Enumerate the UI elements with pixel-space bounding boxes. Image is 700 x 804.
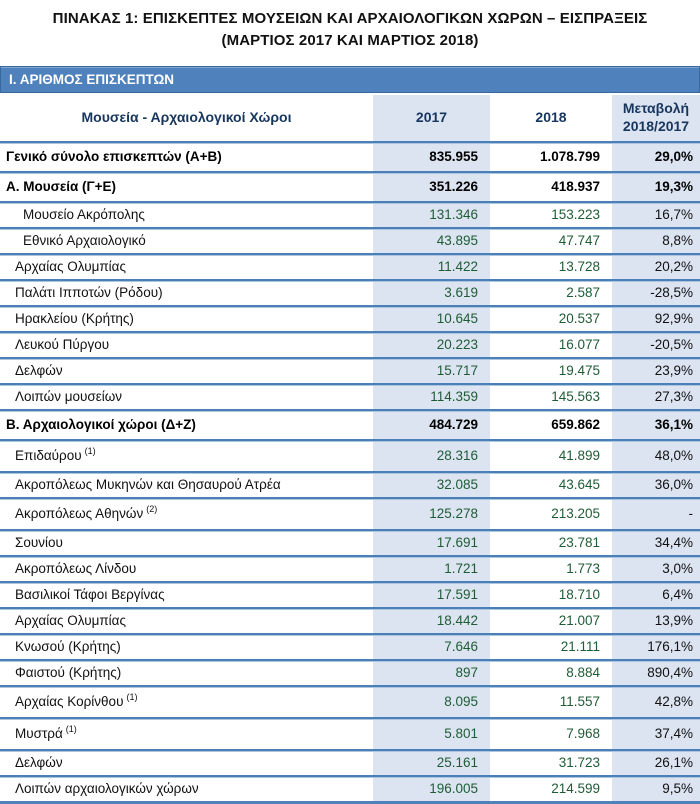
table-row <box>0 634 700 660</box>
row-label-cell <box>0 228 373 254</box>
row-value-2018: 13.728 <box>490 254 612 280</box>
row-value-2018: 8.884 <box>490 660 612 686</box>
table-row <box>0 472 700 498</box>
table-row <box>0 332 700 358</box>
row-change-percent: -20,5% <box>612 332 700 358</box>
table-header <box>0 95 700 142</box>
column-header-name: Μουσεία - Αρχαιολογικοί Χώροι <box>0 95 373 142</box>
row-value-2017: 28.316 <box>373 440 490 472</box>
row-change-percent: 9,5% <box>612 776 700 803</box>
row-label-cell <box>0 280 373 306</box>
row-label: Αρχαίας Ολυμπίας <box>15 612 126 628</box>
row-label: Μουσείο Ακρόπολης <box>23 206 145 222</box>
row-change-percent: 16,7% <box>612 202 700 228</box>
row-value-2018: 18.710 <box>490 582 612 608</box>
table-row <box>0 440 700 472</box>
visitors-table <box>0 95 700 804</box>
table-row <box>0 776 700 803</box>
row-value-2017: 7.646 <box>373 634 490 660</box>
row-value-2017: 11.422 <box>373 254 490 280</box>
row-label-cell <box>0 306 373 332</box>
row-change-percent: 34,4% <box>612 530 700 556</box>
row-label: Α. Μουσεία (Γ+Ε) <box>6 178 117 194</box>
row-change-percent: 42,8% <box>612 686 700 718</box>
column-header-change <box>612 95 700 142</box>
row-label: Ακροπόλεως Μυκηνών και Θησαυρού Ατρέα <box>15 476 281 492</box>
row-label: Δελφών <box>15 362 63 378</box>
row-label: Βασιλικοί Τάφοι Βεργίνας <box>15 586 165 602</box>
row-value-2017: 1.721 <box>373 556 490 582</box>
table-row <box>0 686 700 718</box>
row-change-percent: -28,5% <box>612 280 700 306</box>
row-value-2018: 47.747 <box>490 228 612 254</box>
table-row <box>0 410 700 440</box>
row-value-2018: 1.078.799 <box>490 142 612 172</box>
table-row <box>0 530 700 556</box>
row-label-cell <box>0 472 373 498</box>
row-value-2018: 153.223 <box>490 202 612 228</box>
row-label: Ηρακλείου (Κρήτης) <box>15 310 134 326</box>
row-label-cell <box>0 530 373 556</box>
row-label-cell <box>0 384 373 410</box>
column-header-change-line1: Μεταβολή <box>622 100 690 116</box>
row-value-2017: 131.346 <box>373 202 490 228</box>
table-row <box>0 142 700 172</box>
column-header-2018: 2018 <box>490 95 612 142</box>
row-change-percent: 6,4% <box>612 582 700 608</box>
table-row <box>0 660 700 686</box>
row-value-2017: 17.591 <box>373 582 490 608</box>
row-label: Γενικό σύνολο επισκεπτών (Α+Β) <box>6 148 222 164</box>
row-value-2018: 214.599 <box>490 776 612 803</box>
table-row <box>0 254 700 280</box>
row-label-cell <box>0 440 373 472</box>
row-value-2017: 484.729 <box>373 410 490 440</box>
row-value-2018: 16.077 <box>490 332 612 358</box>
row-label: Αρχαίας Ολυμπίας <box>15 258 126 274</box>
row-label-cell <box>0 332 373 358</box>
table-row <box>0 202 700 228</box>
row-value-2017: 10.645 <box>373 306 490 332</box>
row-label-cell <box>0 172 373 202</box>
row-value-2017: 25.161 <box>373 750 490 776</box>
row-value-2018: 23.781 <box>490 530 612 556</box>
row-label-cell <box>0 142 373 172</box>
section-header-label: Ι. ΑΡΙΘΜΟΣ ΕΠΙΣΚΕΠΤΩΝ <box>9 71 175 87</box>
page-title <box>0 0 700 52</box>
row-label-cell <box>0 582 373 608</box>
row-value-2017: 114.359 <box>373 384 490 410</box>
row-value-2017: 8.095 <box>373 686 490 718</box>
row-value-2018: 31.723 <box>490 750 612 776</box>
row-value-2017: 897 <box>373 660 490 686</box>
row-value-2018: 1.773 <box>490 556 612 582</box>
row-value-2017: 32.085 <box>373 472 490 498</box>
table-row <box>0 228 700 254</box>
table-header-row <box>0 95 700 142</box>
row-label-cell <box>0 776 373 803</box>
row-label-cell <box>0 634 373 660</box>
row-value-2017: 18.442 <box>373 608 490 634</box>
footnote-marker: (1) <box>84 446 96 456</box>
section-header-visitors <box>0 66 700 93</box>
row-change-percent: 29,0% <box>612 142 700 172</box>
row-label: Κνωσού (Κρήτης) <box>15 638 121 654</box>
row-value-2018: 43.645 <box>490 472 612 498</box>
row-value-2017: 3.619 <box>373 280 490 306</box>
row-change-percent: 23,9% <box>612 358 700 384</box>
row-value-2017: 125.278 <box>373 498 490 530</box>
row-label-cell <box>0 750 373 776</box>
row-value-2017: 196.005 <box>373 776 490 803</box>
row-change-percent: 26,1% <box>612 750 700 776</box>
row-value-2017: 20.223 <box>373 332 490 358</box>
row-value-2018: 418.937 <box>490 172 612 202</box>
row-label-cell <box>0 660 373 686</box>
row-change-percent: 890,4% <box>612 660 700 686</box>
row-change-percent: 13,9% <box>612 608 700 634</box>
column-header-change-line2: 2018/2017 <box>622 117 690 134</box>
table-row <box>0 556 700 582</box>
footnote-marker: (1) <box>65 724 77 734</box>
footnote-marker: (2) <box>146 504 158 514</box>
table-row <box>0 384 700 410</box>
row-value-2018: 20.537 <box>490 306 612 332</box>
row-value-2018: 7.968 <box>490 718 612 750</box>
row-label: Ακροπόλεως Αθηνών <box>15 505 144 521</box>
row-label-cell <box>0 358 373 384</box>
row-label: Λευκού Πύργου <box>15 336 110 352</box>
row-change-percent: 3,0% <box>612 556 700 582</box>
row-change-percent: 48,0% <box>612 440 700 472</box>
row-label-cell <box>0 556 373 582</box>
table-row <box>0 608 700 634</box>
row-label-cell <box>0 254 373 280</box>
row-label: Λοιπών αρχαιολογικών χώρων <box>15 780 199 796</box>
row-value-2018: 659.862 <box>490 410 612 440</box>
row-value-2018: 41.899 <box>490 440 612 472</box>
row-value-2017: 15.717 <box>373 358 490 384</box>
row-value-2018: 19.475 <box>490 358 612 384</box>
row-label-cell <box>0 498 373 530</box>
row-change-percent: 19,3% <box>612 172 700 202</box>
row-value-2017: 43.895 <box>373 228 490 254</box>
table-body <box>0 142 700 803</box>
page-title-line1: ΠΙΝΑΚΑΣ 1: ΕΠΙΣΚΕΠΤΕΣ ΜΟΥΣΕΙΩΝ ΚΑΙ ΑΡΧΑΙΟΛΟΓΙΚΩΝ ΧΩΡΩΝ – ΕΙΣΠΡΑΞΕΙΣ <box>52 10 648 27</box>
footnote-marker: (1) <box>126 692 138 702</box>
row-change-percent: 36,0% <box>612 472 700 498</box>
row-label: Ακροπόλεως Λίνδου <box>15 560 137 576</box>
table-row <box>0 582 700 608</box>
row-label-cell <box>0 608 373 634</box>
row-value-2017: 351.226 <box>373 172 490 202</box>
row-label: Δελφών <box>15 754 63 770</box>
row-value-2018: 21.007 <box>490 608 612 634</box>
row-label-cell <box>0 686 373 718</box>
row-change-percent: 20,2% <box>612 254 700 280</box>
row-label-cell <box>0 202 373 228</box>
row-value-2018: 145.563 <box>490 384 612 410</box>
table-row <box>0 498 700 530</box>
row-value-2018: 213.205 <box>490 498 612 530</box>
table-row <box>0 172 700 202</box>
table-row <box>0 718 700 750</box>
row-label: Σουνίου <box>15 534 63 550</box>
row-label: Λοιπών μουσείων <box>15 388 122 404</box>
row-value-2018: 2.587 <box>490 280 612 306</box>
row-change-percent: 27,3% <box>612 384 700 410</box>
row-value-2017: 17.691 <box>373 530 490 556</box>
table-row <box>0 750 700 776</box>
row-label: Εθνικό Αρχαιολογικό <box>23 232 146 248</box>
row-label: Αρχαίας Κορίνθου <box>15 693 124 709</box>
page-title-line2: (ΜΑΡΤΙΟΣ 2017 ΚΑΙ ΜΑΡΤΙΟΣ 2018) <box>221 31 479 49</box>
row-change-percent: 37,4% <box>612 718 700 750</box>
row-label: Παλάτι Ιπποτών (Ρόδου) <box>15 284 163 300</box>
table-row <box>0 306 700 332</box>
row-label: Μυστρά <box>15 725 63 741</box>
row-value-2018: 11.557 <box>490 686 612 718</box>
row-value-2018: 21.111 <box>490 634 612 660</box>
row-value-2017: 5.801 <box>373 718 490 750</box>
row-change-percent: 92,9% <box>612 306 700 332</box>
table-row <box>0 280 700 306</box>
row-label: Β. Αρχαιολογικοί χώροι (Δ+Ζ) <box>6 416 196 432</box>
row-label: Επιδαύρου <box>15 447 82 463</box>
row-change-percent: 36,1% <box>612 410 700 440</box>
row-change-percent: 176,1% <box>612 634 700 660</box>
row-label-cell <box>0 718 373 750</box>
row-change-percent: 8,8% <box>612 228 700 254</box>
row-value-2017: 835.955 <box>373 142 490 172</box>
column-header-2017: 2017 <box>373 95 490 142</box>
row-label-cell <box>0 410 373 440</box>
table-row <box>0 358 700 384</box>
row-change-percent: - <box>612 498 700 530</box>
row-label: Φαιστού (Κρήτης) <box>15 664 122 680</box>
